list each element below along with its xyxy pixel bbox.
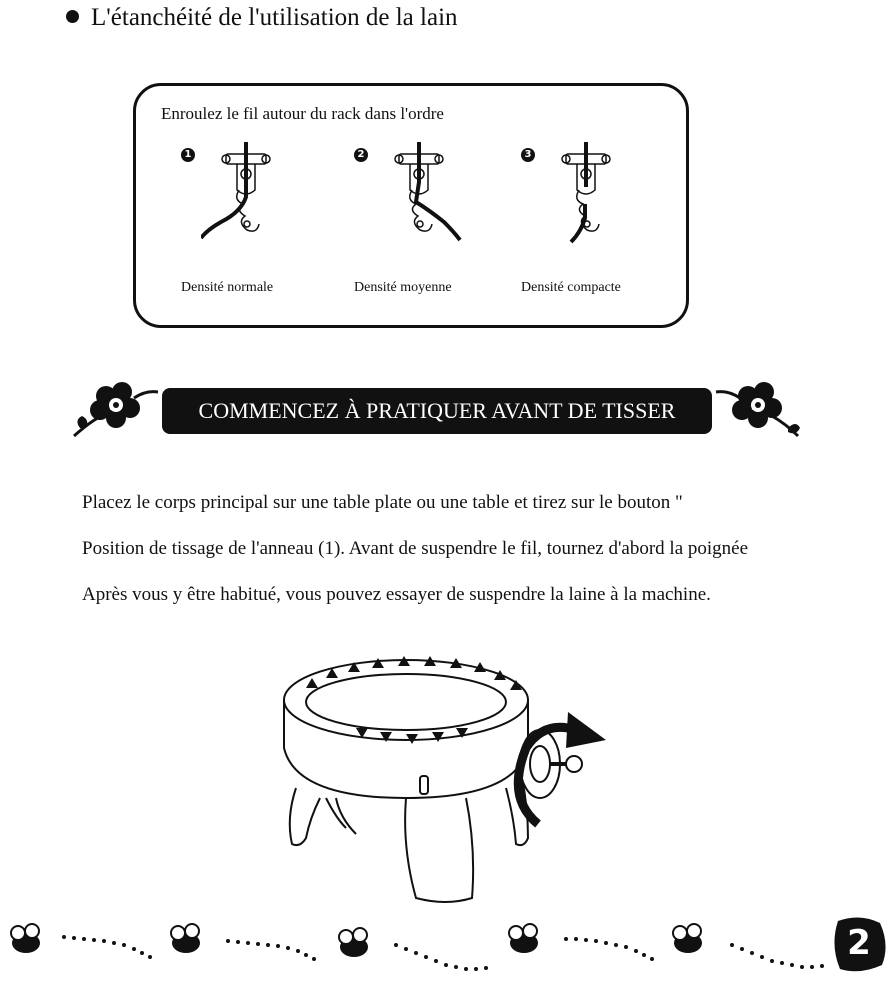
yarn-rack-icon — [201, 142, 291, 252]
instruction-line: Après vous y être habitué, vous pouvez essayer de suspendre la laine à la machine. — [82, 584, 711, 605]
step-caption: Densité moyenne — [354, 280, 452, 295]
step-number: 1 — [181, 148, 195, 162]
page-number: 2 — [847, 923, 871, 963]
instructions-text — [82, 480, 882, 618]
bullet-icon — [66, 10, 79, 23]
step-caption: Densité compacte — [521, 280, 621, 295]
density-instruction: Enroulez le fil autour du rack dans l'ordre — [161, 104, 444, 123]
page-number-badge — [830, 915, 888, 973]
instruction-line: Position de tissage de l'anneau (1). Avant de suspendre le fil, tournez d'abord la poignée — [82, 538, 749, 559]
step-caption: Densité normale — [181, 280, 274, 295]
instruction-line: Placez le corps principal sur une table plate ou une table et tirez sur le bouton " — [82, 492, 683, 513]
section-heading — [66, 4, 458, 32]
yarn-rack-icon — [374, 142, 464, 252]
flower-icon — [712, 380, 802, 442]
step-number: 2 — [354, 148, 368, 162]
bee-trail-icon — [0, 905, 893, 984]
knitting-machine-icon — [276, 648, 616, 908]
banner-title: COMMENCEZ À PRATIQUER AVANT DE TISSER — [162, 388, 712, 434]
step-number: 3 — [521, 148, 535, 162]
practice-banner — [72, 380, 802, 442]
heading-text: L'étanchéité de l'utilisation de la lain — [91, 4, 458, 31]
yarn-rack-icon — [541, 142, 631, 252]
flower-icon — [72, 380, 162, 442]
density-box — [133, 83, 689, 328]
